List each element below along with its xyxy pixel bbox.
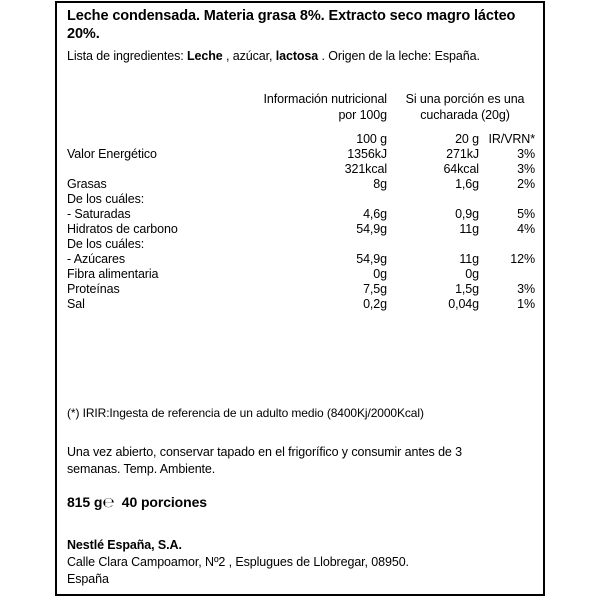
table-row — [57, 297, 543, 312]
header-portion-line2: cucharada (20g) — [420, 108, 510, 122]
nutrition-rows-body — [57, 147, 543, 312]
spacer-cell — [57, 123, 543, 132]
value-per-100g: 54,9g — [356, 252, 387, 266]
value-per-100g: 0g — [373, 267, 387, 281]
nutrient-label — [57, 162, 257, 177]
units-per-100g: 100 g — [356, 132, 387, 146]
value-reference-intake: 3% — [517, 162, 535, 176]
table-row — [57, 282, 543, 297]
ingredients-list — [67, 43, 533, 64]
units-per-portion: 20 g — [455, 132, 479, 146]
table-row — [57, 162, 543, 177]
nutrient-label: Grasas — [67, 177, 107, 191]
nutrient-label: - Azúcares — [67, 252, 126, 266]
value-reference-intake: 1% — [517, 297, 535, 311]
portions-count: 40 porciones — [121, 494, 207, 510]
net-weight-portions — [57, 493, 217, 512]
value-reference-intake: 12% — [510, 252, 535, 266]
value-reference-intake: 4% — [517, 222, 535, 236]
table-row-units — [57, 132, 543, 147]
value-per-portion — [387, 192, 479, 207]
page-title: Leche condensada. Materia grasa 8%. Extracto seco magro lácteo 20%. — [67, 8, 516, 42]
nutrition-label-panel — [55, 1, 545, 596]
value-reference-intake — [479, 267, 543, 282]
value-per-portion: 11g — [459, 222, 479, 236]
table-row — [57, 252, 543, 267]
value-per-100g: 7,5g — [363, 282, 387, 296]
value-per-portion: 1,6g — [455, 177, 479, 191]
value-per-100g: 8g — [373, 177, 387, 191]
value-reference-intake — [479, 237, 543, 252]
table-row — [57, 192, 543, 207]
nutrient-label: Hidratos de carbono — [67, 222, 178, 236]
value-per-100g: 4,6g — [363, 207, 387, 221]
value-per-portion: 0g — [465, 267, 479, 281]
nutrient-label: Proteínas — [67, 282, 120, 296]
reference-intake-footnote: (*) IRIR:Ingesta de referencia de un adulto medio (8400Kj/2000Kcal) — [67, 406, 424, 420]
company-name: Nestlé España, S.A. — [67, 538, 182, 552]
value-reference-intake — [479, 192, 543, 207]
estimated-sign-icon: ℮ — [102, 495, 115, 511]
value-per-portion: 0,04g — [448, 297, 479, 311]
units-reference-intake: IR/VRN* — [488, 132, 535, 146]
company-address-line2: España — [67, 572, 109, 586]
storage-instructions: Una vez abierto, conservar tapado en el frigorífico y consumir antes de 3 semanas. Temp. Ambiente. — [67, 445, 462, 476]
ingredients-prefix: Lista de ingredientes: — [67, 49, 188, 63]
value-per-100g — [257, 237, 387, 252]
manufacturer-block — [57, 537, 419, 588]
value-reference-intake: 2% — [517, 177, 535, 191]
net-weight-value: 815 g — [67, 494, 103, 510]
value-per-100g: 321kcal — [344, 162, 387, 176]
nutrient-label: Valor Energético — [67, 147, 157, 161]
ingredient-allergen-leche: Leche — [187, 49, 223, 63]
value-per-portion: 1,5g — [455, 282, 479, 296]
header-spacer — [57, 123, 543, 132]
value-per-100g: 0,2g — [363, 297, 387, 311]
header-100g-line1: Información nutricional — [263, 92, 387, 106]
value-reference-intake: 3% — [517, 147, 535, 161]
table-row — [57, 267, 543, 282]
value-per-100g: 54,9g — [356, 222, 387, 236]
value-per-portion: 0,9g — [455, 207, 479, 221]
product-title-block — [57, 3, 543, 64]
value-reference-intake: 5% — [517, 207, 535, 221]
column-header-per-100g — [257, 91, 387, 123]
table-row — [57, 222, 543, 237]
value-per-portion — [387, 237, 479, 252]
table-row — [57, 177, 543, 192]
column-header-per-portion — [387, 91, 543, 123]
table-row — [57, 147, 543, 162]
value-reference-intake: 3% — [517, 282, 535, 296]
nutrient-label: De los cuáles: — [67, 237, 145, 251]
ingredient-allergen-lactosa: lactosa — [275, 49, 319, 63]
value-per-100g — [257, 192, 387, 207]
units-label — [57, 132, 257, 147]
header-blank-cell — [57, 91, 257, 123]
nutrient-label: De los cuáles: — [67, 192, 145, 206]
value-per-portion: 271kJ — [446, 147, 479, 161]
value-per-portion: 11g — [459, 252, 479, 266]
table-row — [57, 237, 543, 252]
header-100g-line2: por 100g — [338, 108, 387, 122]
nutrient-label: Sal — [67, 297, 85, 311]
nutrient-label: Fibra alimentaria — [67, 267, 159, 281]
ingredients-mid: , azúcar, — [222, 49, 276, 63]
ingredients-suffix: . Origen de la leche: España. — [318, 49, 480, 63]
table-header-row — [57, 91, 543, 123]
company-address-line1: Calle Clara Campoamor, Nº2 , Esplugues de Llobregar, 08950. — [67, 555, 409, 569]
header-portion-line1: Si una porción es una — [405, 92, 525, 106]
value-per-portion: 64kcal — [443, 162, 479, 176]
nutrition-facts-table — [57, 91, 543, 312]
value-per-100g: 1356kJ — [347, 147, 387, 161]
table-row — [57, 207, 543, 222]
nutrient-label: - Saturadas — [67, 207, 131, 221]
